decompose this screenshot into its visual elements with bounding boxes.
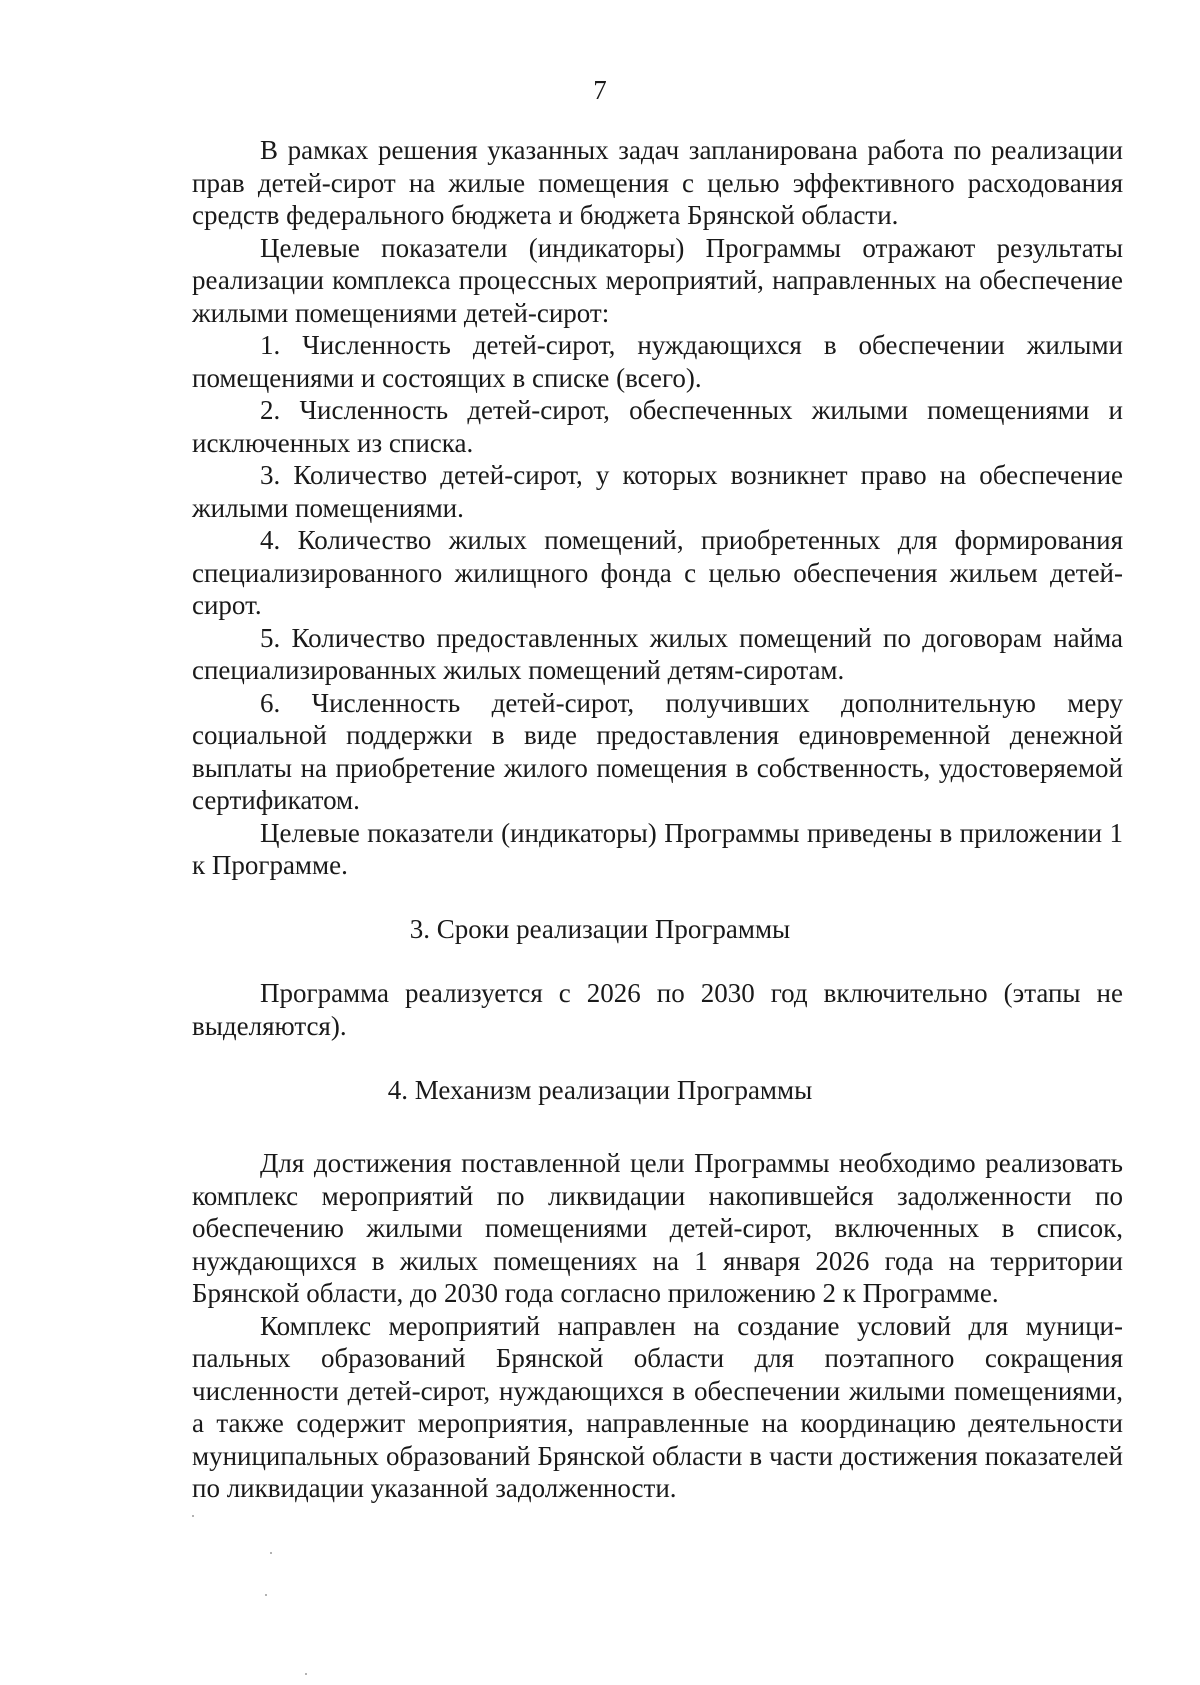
- indicator-item-2: 2. Численность детей-сирот, обеспеченных жилыми помещениями и исключенных из списка.: [192, 395, 1123, 458]
- section-4-body: [192, 1147, 1123, 1505]
- paragraph: Комплекс мероприятий направлен на создание условий для муниципальных образований Брянской области для поэтапного сокращения численности детей-сирот, нуждающихся в обеспечении жилыми помещениями, а также содержит мероприятия, направленные на координацию деятельности муниципальных образований Брянской области в части достижения показателей по ликвидации указанной задолженности.: [192, 1310, 1123, 1503]
- intro-section: [192, 134, 1123, 882]
- indicator-item-4: 4. Количество жилых помещений, приобретенных для формирования специализированного жилищного фонда с целью обеспечения жильем детей-сирот.: [192, 525, 1123, 620]
- scan-speck: [270, 1552, 272, 1554]
- section-heading-4: 4. Механизм реализации Программы: [387, 1075, 813, 1105]
- scan-speck: [305, 1673, 307, 1675]
- paragraph: Для достижения поставленной цели Программы необходимо реализовать комплекс мероприятий по ликвидации накопившейся задолженности по обеспечению жилыми помещениями детей-сирот, включенных в список, нуждающихся в жилых помещениях на 1 января 2026 года на территории Брянской области, до 2030 года согласно приложению 2 к Программе.: [192, 1148, 1123, 1308]
- indicator-item-3: 3. Количество детей-сирот, у которых возникнет право на обеспечение жилыми помещениями.: [192, 460, 1123, 523]
- section-3-body: [192, 977, 1123, 1042]
- scan-speck: [192, 1515, 194, 1517]
- scan-speck: [265, 1594, 267, 1596]
- section-heading-3: 3. Сроки реализации Программы: [409, 914, 791, 944]
- paragraph: Целевые показатели (индикаторы) Программы приведены в приложении 1 к Программе.: [192, 817, 1123, 880]
- indicator-item-1: 1. Численность детей-сирот, нуждающихся в обеспечении жилыми помещениями и состоящих в списке (всего).: [192, 330, 1123, 393]
- page-number: 7: [593, 75, 607, 105]
- indicator-item-5: 5. Количество предоставленных жилых помещений по договорам найма специализированных жилых помещений детям-сиротам.: [192, 622, 1123, 685]
- paragraph: Программа реализуется с 2026 по 2030 год включительно (этапы не выделяются).: [192, 978, 1123, 1041]
- paragraph: Целевые показатели (индикаторы) Программы отражают результаты реализации комплекса процессных мероприятий, направленных на обеспечение жилыми помещениями детей-сирот:: [192, 232, 1123, 328]
- paragraph: В рамках решения указанных задач запланирована работа по реализации прав детей-сирот на жилые помещения с целью эффективного расходования средств федерального бюджета и бюджета Брянской области.: [192, 135, 1123, 230]
- indicator-item-6: 6. Численность детей-сирот, получивших дополнительную меру социальной поддержки в виде предоставления единовременной денежной выплаты на приобретение жилого помещения в собственность, удостоверяемой сертификатом.: [192, 687, 1123, 815]
